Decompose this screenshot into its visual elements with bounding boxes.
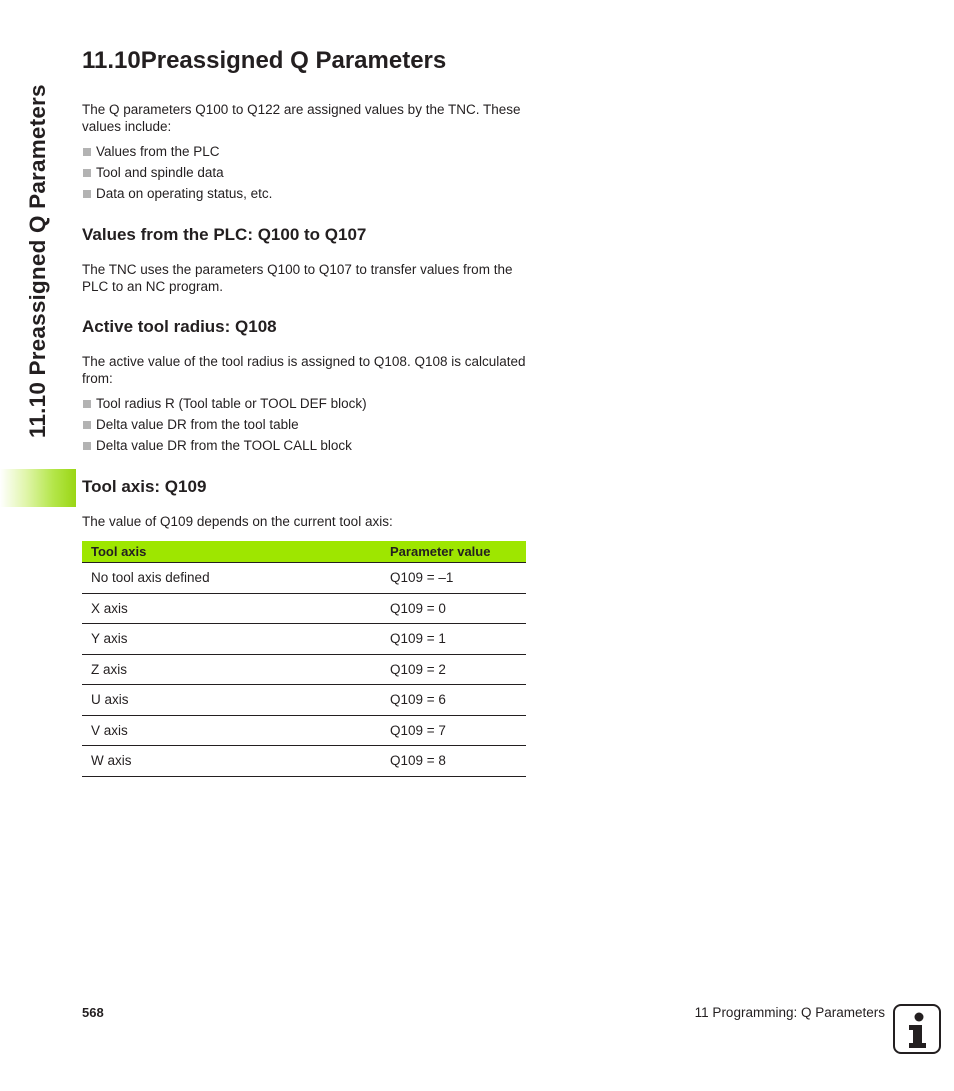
page-number: 568 xyxy=(82,1005,104,1020)
cell-parameter-value: Q109 = 8 xyxy=(381,746,526,777)
info-icon xyxy=(893,1004,941,1054)
page-title: 11.10Preassigned Q Parameters xyxy=(82,47,447,74)
chapter-title: 11 Programming: Q Parameters xyxy=(694,1005,885,1020)
side-tab-marker xyxy=(0,469,76,507)
cell-parameter-value: Q109 = 2 xyxy=(381,654,526,685)
section-text-tool-radius: The active value of the tool radius is assigned to Q108. Q108 is calculated from: xyxy=(82,354,526,386)
intro-paragraph: The Q parameters Q100 to Q122 are assigned values by the TNC. These values include: xyxy=(82,102,521,134)
cell-tool-axis: Y axis xyxy=(82,624,381,655)
cell-tool-axis: V axis xyxy=(82,715,381,746)
section-heading-tool-radius: Active tool radius: Q108 xyxy=(82,317,277,336)
cell-tool-axis: No tool axis defined xyxy=(82,563,381,594)
tool-axis-table xyxy=(82,541,526,777)
column-header-tool-axis: Tool axis xyxy=(82,541,381,563)
cell-parameter-value: Q109 = –1 xyxy=(381,563,526,594)
table-row xyxy=(82,593,526,624)
table-header-row xyxy=(82,541,526,563)
list-item-text: Delta value DR from the tool table xyxy=(96,417,299,432)
list-item xyxy=(82,183,272,204)
list-item-text: Data on operating status, etc. xyxy=(96,186,273,201)
section-heading-tool-axis: Tool axis: Q109 xyxy=(82,477,207,496)
cell-parameter-value: Q109 = 7 xyxy=(381,715,526,746)
list-item xyxy=(82,141,272,162)
list-item-text: Tool radius R (Tool table or TOOL DEF block) xyxy=(96,396,367,411)
table-row xyxy=(82,563,526,594)
bullet-square-icon xyxy=(83,400,91,408)
bullet-square-icon xyxy=(83,148,91,156)
bullet-square-icon xyxy=(83,442,91,450)
section-heading-plc: Values from the PLC: Q100 to Q107 xyxy=(82,225,367,244)
column-header-parameter-value: Parameter value xyxy=(381,541,526,563)
table-row xyxy=(82,685,526,716)
list-item-text: Tool and spindle data xyxy=(96,165,224,180)
table-row xyxy=(82,624,526,655)
cell-tool-axis: W axis xyxy=(82,746,381,777)
section-text-tool-axis: The value of Q109 depends on the current tool axis: xyxy=(82,514,393,529)
list-item xyxy=(82,414,367,435)
cell-parameter-value: Q109 = 1 xyxy=(381,624,526,655)
list-item-text: Values from the PLC xyxy=(96,144,220,159)
section-text-plc: The TNC uses the parameters Q100 to Q107 to transfer values from the PLC to an NC program. xyxy=(82,262,513,294)
cell-tool-axis: X axis xyxy=(82,593,381,624)
tool-radius-bullet-list xyxy=(82,393,367,456)
table-row xyxy=(82,715,526,746)
cell-parameter-value: Q109 = 0 xyxy=(381,593,526,624)
table-row xyxy=(82,746,526,777)
bullet-square-icon xyxy=(83,190,91,198)
cell-tool-axis: Z axis xyxy=(82,654,381,685)
list-item-text: Delta value DR from the TOOL CALL block xyxy=(96,438,352,453)
list-item xyxy=(82,162,272,183)
list-item xyxy=(82,435,367,456)
cell-tool-axis: U axis xyxy=(82,685,381,716)
list-item xyxy=(82,393,367,414)
cell-parameter-value: Q109 = 6 xyxy=(381,685,526,716)
intro-bullet-list xyxy=(82,141,272,204)
side-tab-title: 11.10 Preassigned Q Parameters xyxy=(25,84,50,438)
table-row xyxy=(82,654,526,685)
bullet-square-icon xyxy=(83,421,91,429)
bullet-square-icon xyxy=(83,169,91,177)
